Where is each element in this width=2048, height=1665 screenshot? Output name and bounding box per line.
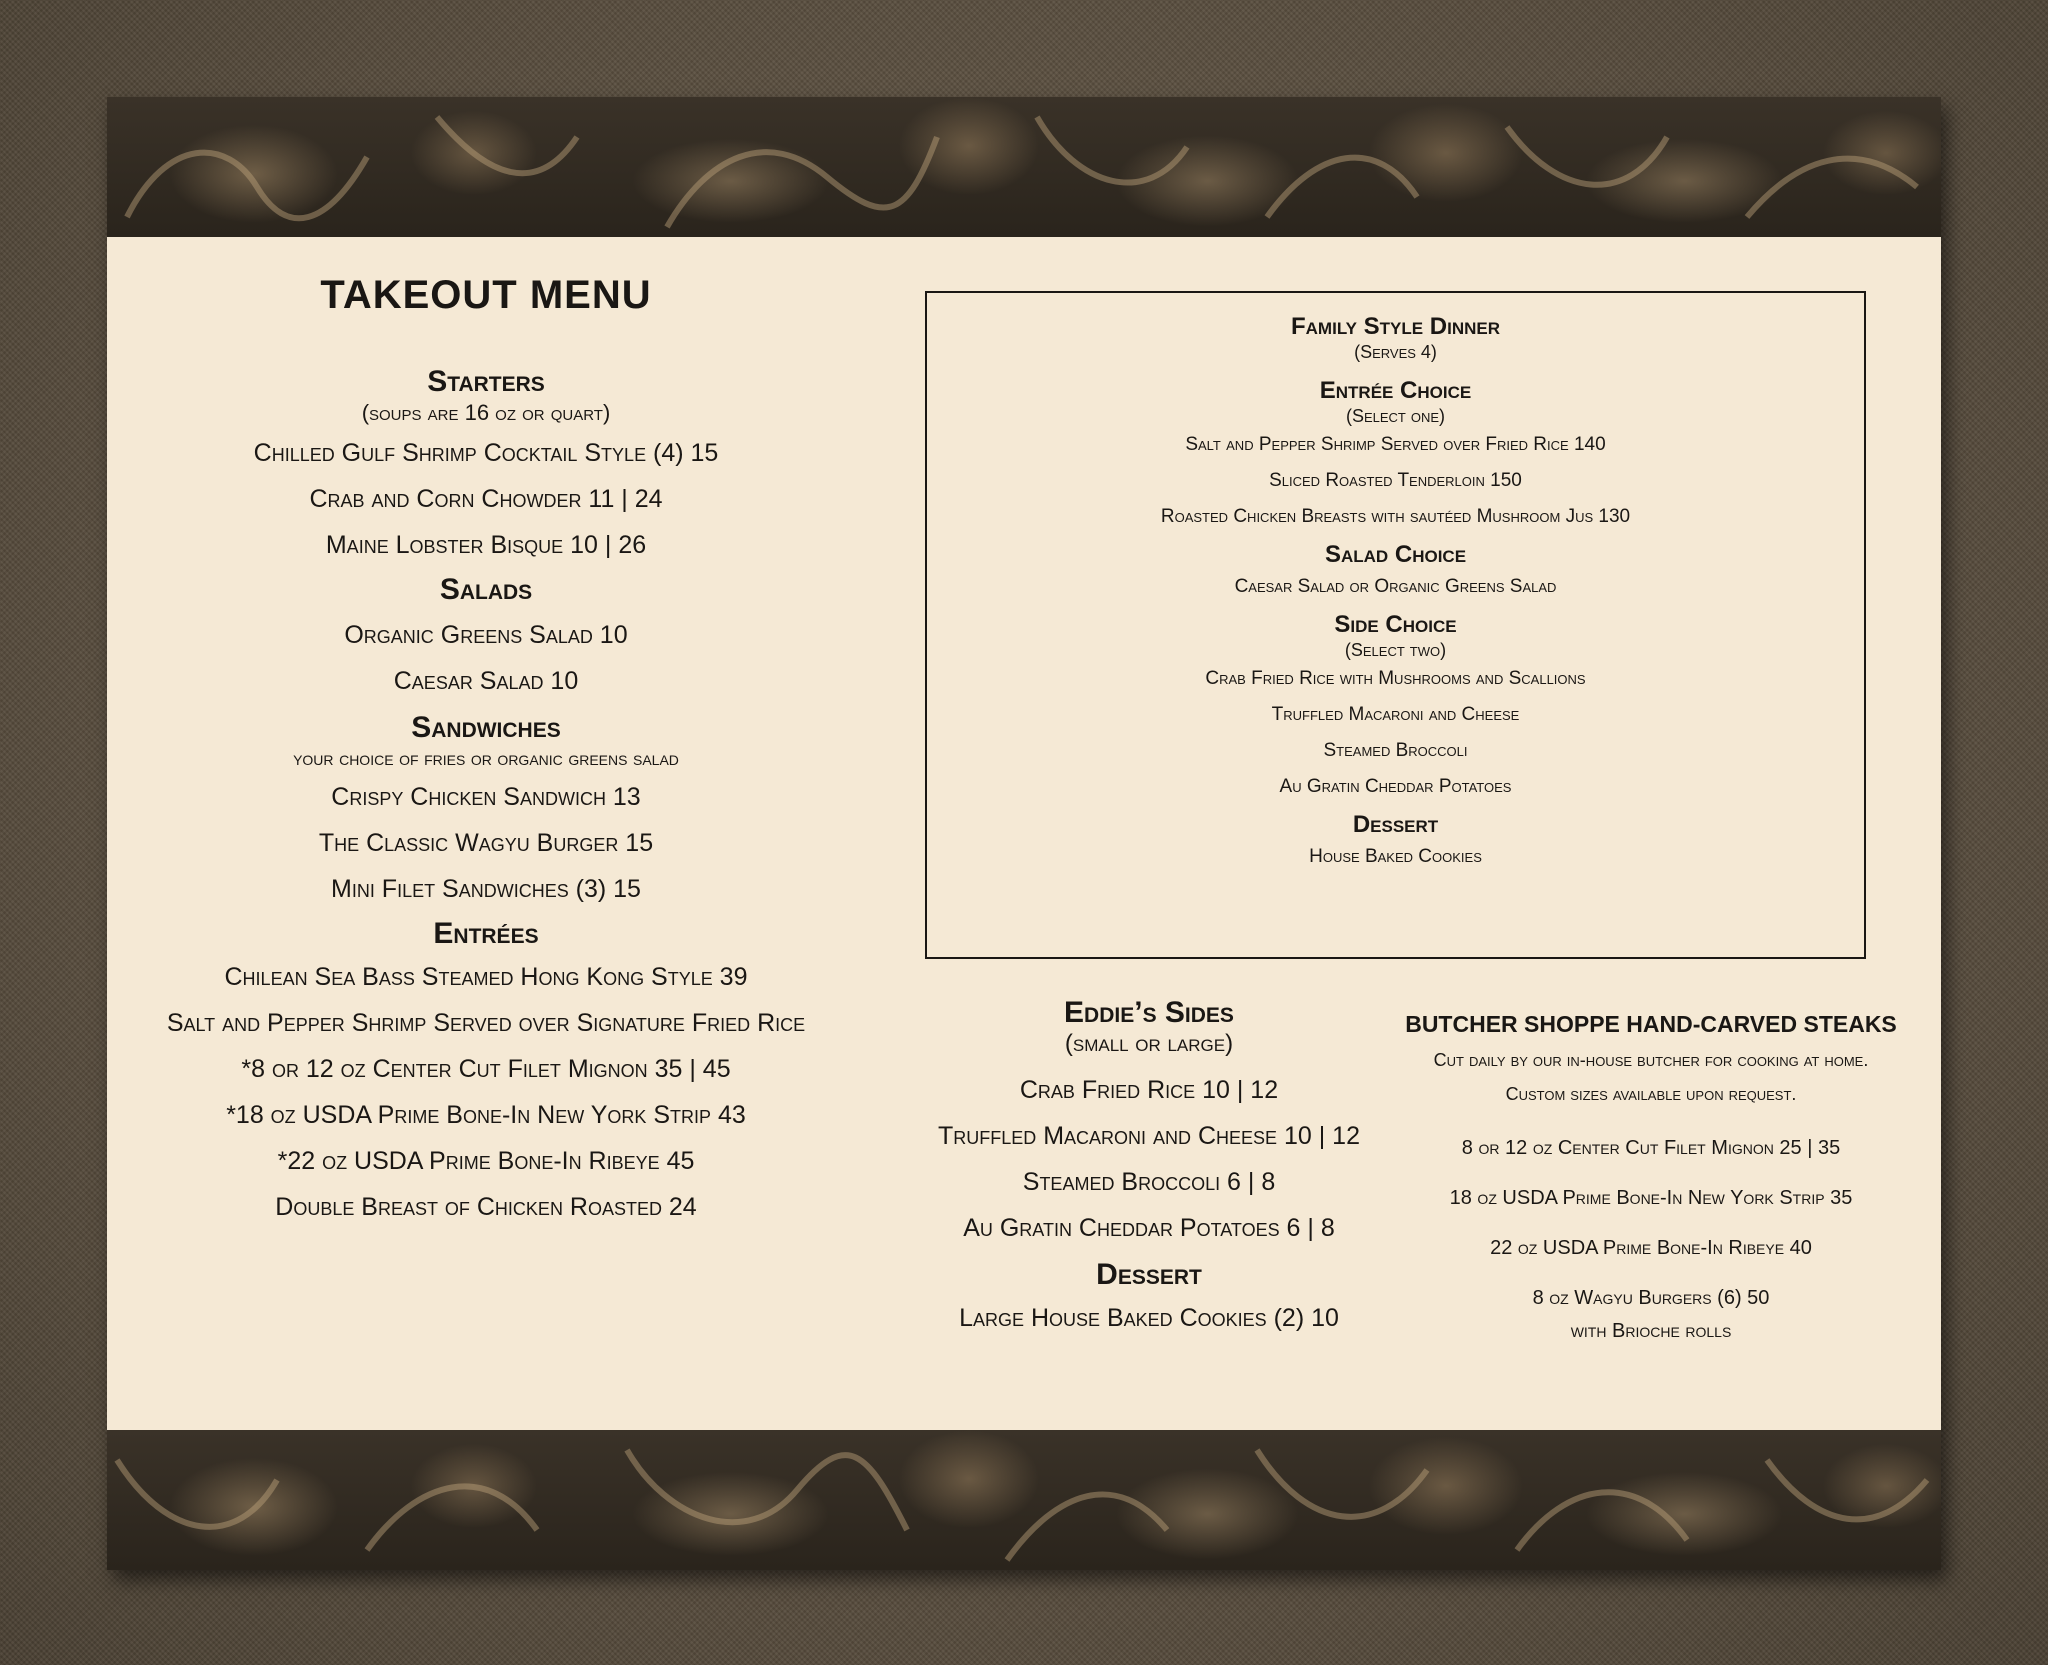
butcher-item: 22 oz USDA Prime Bone-In Ribeye 40 (1490, 1237, 1812, 1259)
salads-heading: Salads (439, 573, 533, 606)
butcher-item: 8 oz Wagyu Burgers (6) 50 (1532, 1287, 1770, 1309)
butcher-item: 18 oz USDA Prime Bone-In New York Strip 35 (1449, 1187, 1853, 1209)
damask-pattern-bottom (107, 1430, 1941, 1570)
family-dessert-item: House Baked Cookies (1309, 846, 1482, 867)
family-style-content (927, 313, 1864, 875)
side-choice-heading: Side Choice (1334, 611, 1457, 638)
family-side-item: Truffled Macaroni and Cheese (1271, 704, 1520, 725)
sandwich-item: Mini Filet Sandwiches (3) 15 (331, 875, 641, 903)
starter-item: Crab and Corn Chowder 11 | 24 (309, 485, 663, 513)
starters-heading: Starters (427, 365, 545, 398)
family-side-item: Au Gratin Cheddar Potatoes (1279, 776, 1512, 797)
family-dessert-heading: Dessert (1352, 811, 1439, 838)
sandwiches-note: your choice of fries or organic greens salad (293, 748, 679, 770)
menu-title: TAKEOUT MENU (320, 273, 652, 317)
side-item: Truffled Macaroni and Cheese 10 | 12 (938, 1122, 1360, 1150)
entree-item: Chilean Sea Bass Steamed Hong Kong Style 39 (224, 963, 748, 991)
butcher-item-note: with Brioche rolls (1570, 1320, 1732, 1342)
side-choice-note: (Select two) (1344, 640, 1447, 660)
starters-note: (soups are 16 oz or quart) (361, 400, 611, 425)
salad-choice-heading: Salad Choice (1324, 541, 1467, 568)
butcher-column (1371, 1009, 1931, 1342)
family-side-item: Steamed Broccoli (1323, 740, 1468, 761)
sandwich-item: Crispy Chicken Sandwich 13 (331, 783, 641, 811)
sides-dessert-heading: Dessert (1096, 1258, 1202, 1291)
family-entree-item: Salt and Pepper Shrimp Served over Fried Rice 140 (1185, 434, 1606, 455)
butcher-heading: BUTCHER SHOPPE HAND-CARVED STEAKS (1405, 1011, 1897, 1037)
damask-pattern-top (107, 97, 1941, 237)
family-salad-item: Caesar Salad or Organic Greens Salad (1234, 576, 1557, 597)
salad-item: Caesar Salad 10 (393, 667, 579, 695)
entree-item: *18 oz USDA Prime Bone-In New York Strip 43 (226, 1101, 746, 1129)
sides-dessert-item: Large House Baked Cookies (2) 10 (959, 1304, 1339, 1332)
entree-choice-heading: Entrée Choice (1319, 377, 1472, 404)
family-style-box (925, 291, 1866, 959)
sandwiches-heading: Sandwiches (411, 711, 561, 744)
side-item: Au Gratin Cheddar Potatoes 6 | 8 (963, 1214, 1335, 1242)
sides-note: (small or large) (1064, 1030, 1234, 1057)
sides-heading: Eddie’s Sides (1064, 996, 1234, 1029)
entree-item: Double Breast of Chicken Roasted 24 (275, 1193, 697, 1221)
sides-column (837, 995, 1461, 1341)
entree-item: Salt and Pepper Shrimp Served over Signature Fried Rice (166, 1009, 806, 1037)
salad-item: Organic Greens Salad 10 (344, 621, 628, 649)
entree-item: *22 oz USDA Prime Bone-In Ribeye 45 (277, 1147, 695, 1175)
menu-card (107, 97, 1941, 1570)
side-item: Steamed Broccoli 6 | 8 (1022, 1168, 1276, 1196)
sandwich-item: The Classic Wagyu Burger 15 (318, 829, 654, 857)
left-column (107, 273, 865, 1230)
entrees-heading: Entrées (433, 917, 539, 950)
family-side-item: Crab Fried Rice with Mushrooms and Scallions (1205, 668, 1586, 689)
starter-item: Maine Lobster Bisque 10 | 26 (325, 531, 647, 559)
family-heading: Family Style Dinner (1291, 313, 1500, 340)
butcher-note-1: Cut daily by our in-house butcher for cooking at home. (1433, 1050, 1869, 1070)
butcher-note-2: Custom sizes available upon request. (1505, 1084, 1797, 1104)
butcher-item: 8 or 12 oz Center Cut Filet Mignon 25 | 35 (1461, 1137, 1841, 1159)
entree-item: *8 or 12 oz Center Cut Filet Mignon 35 | 45 (241, 1055, 731, 1083)
starter-item: Chilled Gulf Shrimp Cocktail Style (4) 15 (253, 439, 719, 467)
damask-border-bottom (107, 1430, 1941, 1570)
family-entree-item: Roasted Chicken Breasts with sautéed Mushroom Jus 130 (1160, 506, 1631, 527)
damask-border-top (107, 97, 1941, 237)
family-entree-item: Sliced Roasted Tenderloin 150 (1269, 470, 1522, 491)
entree-choice-note: (Select one) (1345, 406, 1446, 426)
side-item: Crab Fried Rice 10 | 12 (1019, 1076, 1279, 1104)
family-serves: (Serves 4) (1354, 342, 1437, 362)
